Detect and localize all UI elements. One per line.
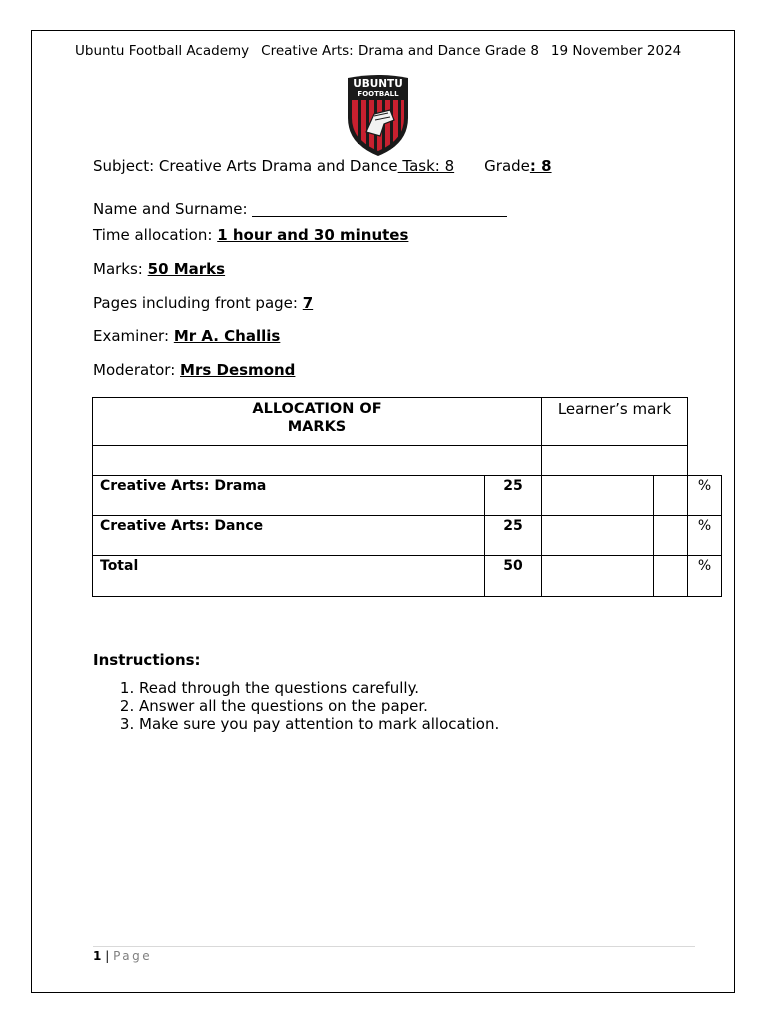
table-row	[93, 476, 722, 516]
allocation-header	[93, 398, 542, 446]
row-marks-drama: 25	[485, 476, 542, 516]
subject-label: Subject: Creative Arts Drama and Dance	[93, 157, 398, 175]
footer-rule	[93, 946, 695, 947]
pct-symbol-drama: %	[688, 476, 722, 516]
row-marks-dance: 25	[485, 516, 542, 556]
time-value: 1 hour and 30 minutes	[217, 226, 409, 244]
logo-text-bottom: FOOTBALL	[357, 90, 399, 98]
footer-separator: |	[105, 949, 110, 963]
pages-line	[93, 294, 313, 312]
instructions-list	[93, 679, 499, 733]
name-line	[93, 200, 507, 218]
page-header	[75, 43, 695, 59]
pct-symbol-dance: %	[688, 516, 722, 556]
learner-mark-header: Learner’s mark	[542, 398, 688, 446]
logo-text-top: UBUNTU	[353, 78, 403, 90]
examiner-value: Mr A. Challis	[173, 327, 281, 345]
table-row	[93, 516, 722, 556]
learner-mark-drama[interactable]	[542, 476, 654, 516]
learner-mark-dance[interactable]	[542, 516, 654, 556]
marks-value: 50 Marks	[147, 260, 226, 278]
allocation-table	[92, 397, 722, 597]
page-footer	[93, 949, 152, 963]
header-date: 19 November 2024	[550, 43, 682, 59]
list-item: 1. Read through the questions carefully.	[139, 679, 499, 697]
pct-symbol-total: %	[688, 556, 722, 597]
instructions-title: Instructions:	[93, 651, 201, 669]
grade-label: Grade	[484, 157, 530, 175]
moderator-line	[93, 361, 295, 379]
time-line	[93, 226, 408, 244]
allocation-header-line1: ALLOCATION OF	[252, 401, 382, 417]
list-item: 3. Make sure you pay attention to mark allocation.	[139, 715, 499, 733]
subject-line	[93, 157, 552, 175]
allocation-header-line2: MARKS	[287, 419, 347, 435]
row-marks-total: 50	[485, 556, 542, 597]
table-header-row	[93, 398, 722, 446]
pages-label: Pages including front page:	[93, 294, 298, 312]
row-label-total: Total	[93, 556, 485, 597]
learner-pct-dance[interactable]	[654, 516, 688, 556]
task-label: Task: 8	[397, 157, 455, 175]
table-blank-row	[93, 446, 722, 476]
marks-label: Marks:	[93, 260, 143, 278]
learner-pct-total[interactable]	[654, 556, 688, 597]
table-row	[93, 556, 722, 597]
blank-learner-cell	[542, 446, 688, 476]
grade-value: : 8	[529, 157, 552, 175]
row-label-dance: Creative Arts: Dance	[93, 516, 485, 556]
examiner-label: Examiner:	[93, 327, 170, 345]
pages-value: 7	[302, 294, 314, 312]
page-word: Page	[113, 949, 153, 963]
name-blank[interactable]	[252, 202, 507, 217]
learner-pct-drama[interactable]	[654, 476, 688, 516]
learner-mark-total[interactable]	[542, 556, 654, 597]
list-item: 2. Answer all the questions on the paper.	[139, 697, 499, 715]
ubuntu-football-logo	[344, 74, 412, 158]
header-course: Creative Arts: Drama and Dance Grade 8	[261, 43, 539, 59]
moderator-label: Moderator:	[93, 361, 176, 379]
blank-cell	[93, 446, 542, 476]
moderator-value: Mrs Desmond	[180, 361, 296, 379]
time-label: Time allocation:	[93, 226, 213, 244]
examiner-line	[93, 327, 280, 345]
marks-line	[93, 260, 225, 278]
header-school: Ubuntu Football Academy	[75, 43, 250, 59]
page-number: 1	[93, 949, 102, 963]
row-label-drama: Creative Arts: Drama	[93, 476, 485, 516]
name-label: Name and Surname:	[93, 200, 248, 218]
